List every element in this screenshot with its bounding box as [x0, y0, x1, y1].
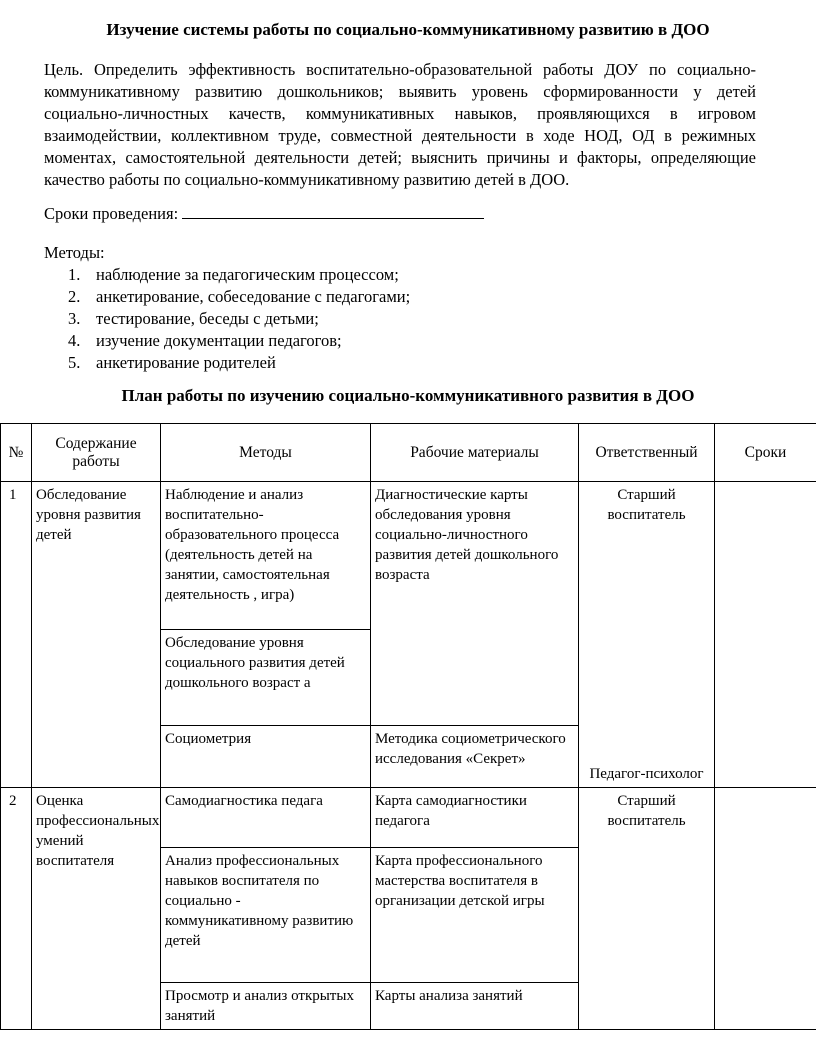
row-number: 1	[9, 487, 17, 503]
header-materials: Рабочие материалы	[371, 424, 579, 482]
header-methods: Методы	[161, 424, 371, 482]
row-method: Наблюдение и анализ воспитательно-образовательного процесса (деятельность детей на занятии, самостоятельная деятельность , игра)	[165, 487, 340, 603]
document-title: Изучение системы работы по социально-коммуникативному развитию в ДОО	[106, 20, 710, 39]
row-material: Диагностические карты обследования уровня социально-личностного развития детей дошкольного возраста	[375, 487, 559, 583]
header-responsible: Ответственный	[579, 424, 715, 482]
row-method: Просмотр и анализ открытых занятий	[165, 988, 354, 1024]
terms-label: Сроки проведения:	[44, 204, 179, 223]
row-responsible: Старший воспитатель	[607, 487, 686, 523]
row-method: Обследование уровня социального развития детей дошкольного возраст а	[165, 635, 345, 691]
goal-paragraph: Цель. Определить эффективность воспитательно-образовательной работы ДОУ по социально-коммуникативному развитию дошкольников; выявить уровень сформированности у детей социально-личностных качеств, коммуникативных навыков, проявляющихся в игровом взаимодействии, коллективном труде, совместной деятельности в ходе НОД, ОД в режимных моментах, самостоятельной деятельности детей; выяснить причины и факторы, определяющие качество работы по социально-коммуникативному развитию детей в ДОО.	[44, 60, 756, 189]
methods-label: Методы:	[44, 243, 105, 262]
row-method: Самодиагностика педага	[165, 793, 323, 809]
row-number: 2	[9, 793, 17, 809]
plan-title: План работы по изучению социально-коммуникативного развития в ДОО	[121, 386, 695, 405]
table-row	[1, 482, 816, 630]
plan-table	[0, 423, 816, 1030]
row-material: Карты анализа занятий	[375, 988, 523, 1004]
header-terms: Сроки	[715, 424, 816, 482]
header-num: №	[1, 424, 32, 482]
row-terms	[715, 482, 816, 488]
row-material: Карта профессионального мастерства воспитателя в организации детской игры	[375, 853, 545, 909]
row-responsible: Старший воспитатель	[607, 793, 686, 829]
row-content: Оценка профессиональных умений воспитателя	[36, 793, 160, 869]
terms-blank	[182, 204, 484, 219]
terms-line	[44, 204, 484, 224]
methods-list	[44, 264, 410, 374]
list-item: 1. наблюдение за педагогическим процессом;	[68, 265, 399, 284]
row-method: Анализ профессиональных навыков воспитателя по социально - коммуникативному развитию детей	[165, 853, 354, 949]
header-content: Содержание работы	[32, 424, 161, 482]
list-item: 4. изучение документации педагогов;	[68, 331, 342, 350]
row-method: Социометрия	[165, 731, 252, 747]
row-responsible-psychologist: Педагог-психолог	[589, 766, 704, 782]
list-item: 3. тестирование, беседы с детьми;	[68, 309, 319, 328]
row-material: Методика социометрического исследования «Секрет»	[375, 731, 566, 767]
table-row	[1, 788, 816, 848]
table-header-row	[1, 424, 816, 482]
row-material: Карта самодиагностики педагога	[375, 793, 527, 829]
row-content: Обследование уровня развития детей	[36, 487, 141, 543]
list-item: 2. анкетирование, собеседование с педагогами;	[68, 287, 411, 306]
list-item: 5. анкетирование родителей	[68, 353, 276, 372]
row-terms	[715, 788, 816, 794]
